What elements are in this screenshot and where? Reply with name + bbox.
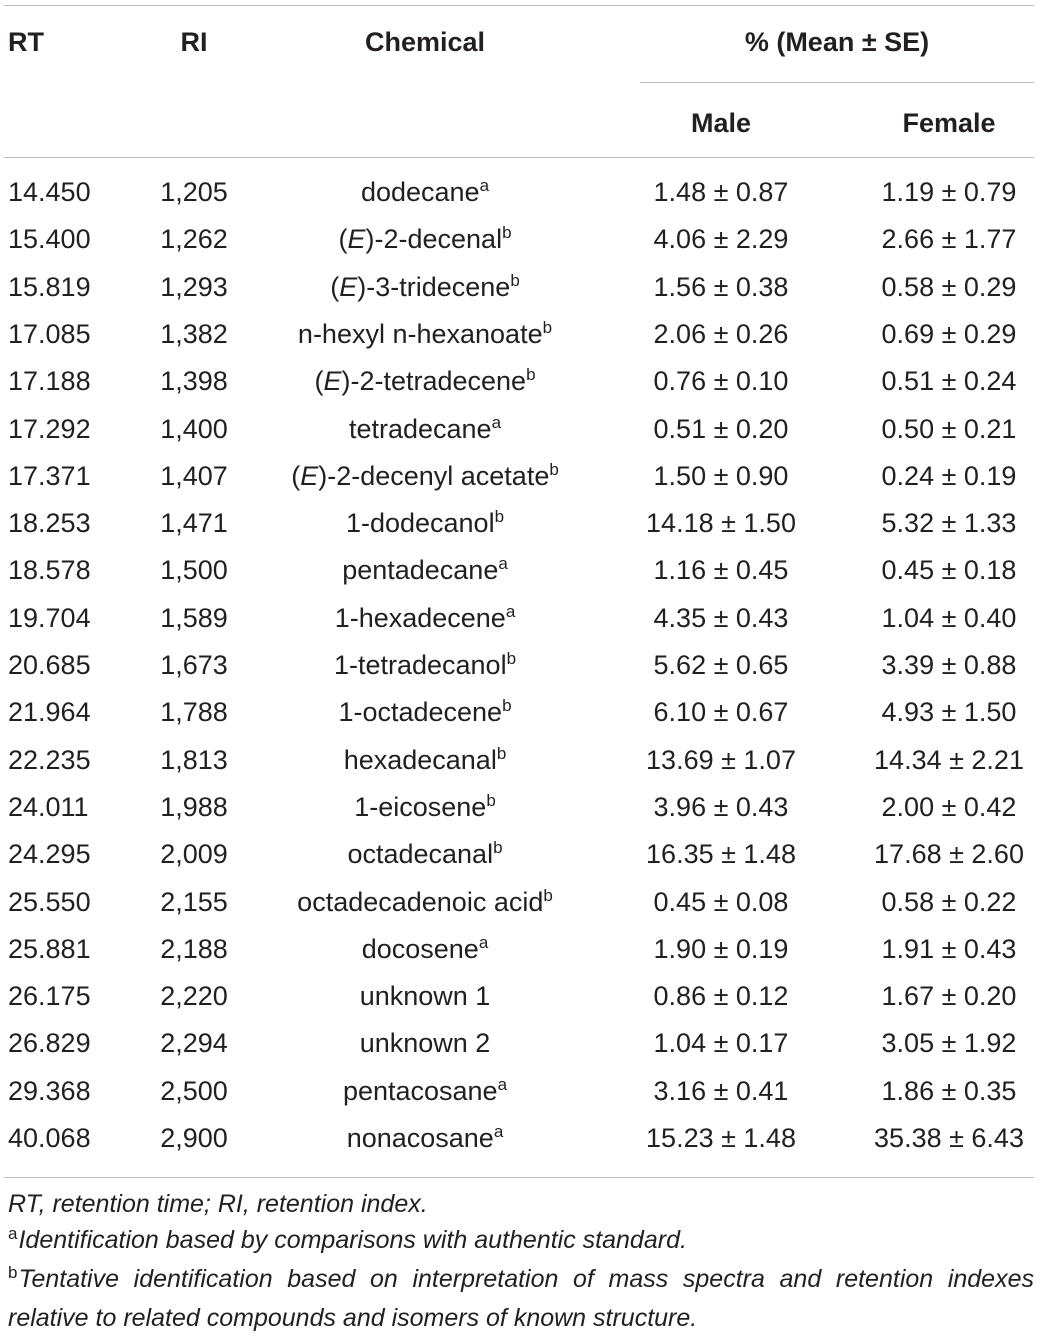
cell-female: 35.38 ± 6.43	[874, 1123, 1024, 1153]
table-row	[0, 839, 1040, 886]
cell-rt: 17.085	[8, 318, 91, 349]
cell-female: 5.32 ± 1.33	[881, 508, 1017, 539]
chemical-name: 1-tetradecanol	[333, 650, 507, 680]
cell-chemical: (E)-2-tetradecene$^b$	[314, 365, 536, 397]
footnote-b	[8, 1261, 1034, 1336]
footnote-marker: b	[510, 270, 520, 290]
footnote-marker: b	[543, 885, 553, 905]
cell-female: 2.00 ± 0.42	[881, 791, 1017, 822]
footnote-marker: b	[496, 743, 507, 763]
chemical-name: unknown 1	[359, 981, 491, 1012]
cell-chemical	[260, 508, 590, 542]
cell-chemical: (E)-2-decenyl acetate$^b$	[291, 459, 559, 491]
cell-female: 3.39 ± 0.88	[881, 650, 1017, 680]
cell-ri: 1,382	[160, 318, 228, 349]
header-ri: RI	[180, 27, 208, 57]
table-row	[0, 697, 1040, 744]
table-row	[0, 1076, 1040, 1123]
chemical-name: -3-tridecene	[366, 271, 511, 302]
cell-chemical	[260, 792, 590, 826]
header-male: Male	[690, 108, 752, 138]
cell-rt: 18.253	[8, 508, 91, 539]
cell-ri: 1,471	[160, 508, 228, 539]
chemical-name: dodecane	[360, 177, 480, 207]
cell-female: 0.58 ± 0.22	[881, 886, 1017, 917]
header-mean-se: % (Mean ± SE)	[744, 27, 930, 57]
cell-rt: 17.371	[8, 460, 91, 491]
table-row	[0, 272, 1040, 319]
cell-male: 4.35 ± 0.43	[653, 602, 789, 633]
cell-chemical	[260, 650, 590, 684]
cell-ri: 1,589	[160, 602, 228, 633]
chemical-name: tetradecane	[348, 413, 492, 444]
footnote-abbreviations: RT, retention time; RI, retention index.	[8, 1190, 428, 1218]
cell-rt: 21.964	[8, 697, 91, 728]
cell-male: 4.06 ± 2.29	[653, 224, 789, 255]
cell-ri: 2,900	[160, 1123, 228, 1153]
chemical-name: octadecanal	[347, 839, 494, 870]
cell-female: 1.67 ± 0.20	[881, 981, 1017, 1012]
cell-female: 0.45 ± 0.18	[881, 555, 1017, 586]
cell-male: 1.48 ± 0.87	[653, 177, 789, 207]
cell-chemical	[260, 1123, 590, 1157]
cell-male: 1.16 ± 0.45	[653, 555, 789, 586]
cell-male: 14.18 ± 1.50	[646, 508, 796, 539]
cell-male: 0.45 ± 0.08	[653, 886, 789, 917]
footnote-a-text: Identification based by comparisons with authentic standard.	[18, 1226, 687, 1254]
footnote-marker: b	[494, 507, 505, 527]
footnote-marker: a	[505, 601, 516, 621]
cell-rt: 15.819	[8, 271, 91, 302]
cell-chemical	[260, 414, 590, 448]
chemical-name: -2-tetradecene	[350, 366, 527, 397]
footnote-marker: b	[486, 790, 496, 810]
table-top-rule	[4, 5, 1034, 6]
cell-female: 0.24 ± 0.19	[881, 460, 1017, 491]
cell-ri: 2,220	[160, 981, 228, 1012]
cell-ri: 1,988	[160, 791, 228, 822]
cell-male: 1.56 ± 0.38	[653, 271, 789, 302]
cell-ri: 1,205	[160, 177, 228, 207]
cell-chemical	[260, 603, 590, 637]
cell-male: 5.62 ± 0.65	[653, 650, 789, 680]
isomer-prefix: E	[347, 224, 366, 255]
cell-rt: 25.550	[8, 886, 91, 917]
table-row	[0, 1123, 1040, 1170]
footnote-marker: b	[502, 223, 512, 243]
table-bottom-rule	[4, 1177, 1034, 1178]
table-row	[0, 650, 1040, 697]
cell-rt: 26.175	[8, 981, 91, 1012]
table-row	[0, 319, 1040, 366]
chemical-name: octadecadenoic acid	[297, 886, 544, 917]
footnote-a-marker: a	[8, 1224, 18, 1243]
table-row	[0, 745, 1040, 792]
footnote-marker: b	[502, 696, 512, 716]
cell-male: 1.90 ± 0.19	[653, 933, 789, 964]
cell-male: 1.04 ± 0.17	[653, 1028, 789, 1059]
cell-male: 2.06 ± 0.26	[653, 318, 789, 349]
chemical-name: -2-decenal	[374, 224, 503, 255]
cell-chemical	[260, 934, 590, 968]
footnote-marker: a	[493, 1122, 504, 1141]
chemical-name: 1-eicosene	[354, 791, 487, 822]
cell-rt: 25.881	[8, 933, 91, 964]
footnote-marker: b	[506, 649, 517, 668]
chemical-name: pentadecane	[342, 555, 499, 586]
table-row	[0, 508, 1040, 555]
cell-rt: 20.685	[8, 650, 91, 680]
footnote-marker: a	[497, 1074, 508, 1094]
table-row	[0, 887, 1040, 934]
cell-ri: 1,407	[160, 460, 228, 491]
footnote-marker: a	[479, 176, 490, 195]
cell-male: 0.86 ± 0.12	[653, 981, 789, 1012]
cell-chemical	[260, 319, 590, 353]
footnote-b-marker: b	[8, 1263, 18, 1282]
cell-rt: 17.188	[8, 366, 91, 397]
table-row	[0, 555, 1040, 602]
cell-rt: 24.295	[8, 839, 91, 870]
footnote-marker: b	[493, 838, 503, 858]
cell-ri: 1,673	[160, 650, 228, 680]
footnote-marker: a	[491, 412, 502, 432]
footnote-a	[8, 1222, 1034, 1261]
table-row	[0, 934, 1040, 981]
cell-chemical: (E)-3-tridecene$^b$	[330, 270, 520, 302]
cell-ri: 1,500	[160, 555, 228, 586]
cell-female: 4.93 ± 1.50	[881, 697, 1017, 728]
footnote-marker: a	[478, 932, 489, 952]
cell-female: 1.04 ± 0.40	[881, 602, 1017, 633]
table-row	[0, 603, 1040, 650]
cell-female: 17.68 ± 2.60	[874, 839, 1024, 870]
cell-female: 1.19 ± 0.79	[881, 177, 1017, 207]
chemical-name: 1-octadecene	[338, 697, 503, 728]
cell-female: 1.91 ± 0.43	[881, 933, 1017, 964]
cell-male: 13.69 ± 1.07	[646, 744, 796, 775]
cell-chemical	[260, 981, 590, 1011]
cell-ri: 2,500	[160, 1075, 228, 1106]
footnote-b-text: Tentative identification based on interpretation of mass spectra and retention indexes relative to related compounds and isomers of known structure.	[8, 1265, 1034, 1332]
cell-rt: 26.829	[8, 1028, 91, 1059]
chemical-name: -2-decenyl acetate	[327, 460, 550, 491]
chemical-name: n-hexyl n-hexanoate	[297, 318, 543, 349]
chemical-name: docosene	[361, 933, 479, 964]
cell-chemical	[260, 555, 590, 589]
table-row	[0, 461, 1040, 508]
cell-rt: 24.011	[8, 791, 89, 822]
cell-ri: 2,188	[160, 933, 228, 964]
cell-rt: 19.704	[8, 602, 91, 633]
cell-female: 2.66 ± 1.77	[881, 224, 1017, 255]
table-row	[0, 366, 1040, 413]
table-row	[0, 792, 1040, 839]
table-row	[0, 1028, 1040, 1075]
cell-male: 3.96 ± 0.43	[653, 791, 789, 822]
cell-chemical	[260, 177, 590, 211]
cell-female: 0.58 ± 0.29	[881, 271, 1017, 302]
cell-female: 1.86 ± 0.35	[881, 1075, 1017, 1106]
cell-rt: 40.068	[8, 1123, 91, 1153]
cell-chemical	[260, 839, 590, 873]
cell-rt: 14.450	[8, 177, 91, 207]
cell-male: 0.76 ± 0.10	[653, 366, 789, 397]
footnote-marker: b	[549, 459, 559, 479]
chemical-name: nonacosane	[346, 1123, 494, 1153]
cell-ri: 1,262	[160, 224, 228, 255]
chemical-name: unknown 2	[359, 1028, 491, 1059]
isomer-prefix: E	[339, 271, 358, 302]
header-bottom-rule	[4, 157, 1034, 158]
isomer-prefix: E	[300, 460, 319, 491]
cell-female: 0.69 ± 0.29	[881, 318, 1017, 349]
cell-male: 3.16 ± 0.41	[653, 1075, 789, 1106]
cell-chemical	[260, 1028, 590, 1058]
cell-male: 15.23 ± 1.48	[646, 1123, 796, 1153]
cell-female: 3.05 ± 1.92	[881, 1028, 1017, 1059]
cell-ri: 2,009	[160, 839, 228, 870]
cell-male: 6.10 ± 0.67	[653, 697, 789, 728]
cell-ri: 2,294	[160, 1028, 228, 1059]
cell-ri: 1,813	[160, 744, 228, 775]
table-row	[0, 414, 1040, 461]
header-rt: RT	[8, 27, 44, 57]
table-row	[0, 224, 1040, 271]
cell-male: 1.50 ± 0.90	[653, 460, 789, 491]
header-female: Female	[902, 108, 996, 138]
cell-rt: 29.368	[8, 1075, 91, 1106]
cell-chemical	[260, 697, 590, 731]
cell-chemical: (E)-2-decenal$^b$	[338, 223, 512, 255]
cell-female: 14.34 ± 2.21	[874, 744, 1024, 775]
chemical-name: pentacosane	[342, 1075, 498, 1106]
footnote-marker: b	[526, 365, 536, 385]
cell-ri: 1,398	[160, 366, 228, 397]
table-row	[0, 981, 1040, 1028]
header-group-rule	[640, 82, 1034, 83]
cell-male: 16.35 ± 1.48	[646, 839, 796, 870]
table-footnotes	[8, 1186, 1034, 1336]
cell-chemical	[260, 745, 590, 779]
cell-ri: 1,400	[160, 413, 228, 444]
footnote-marker: b	[542, 317, 553, 337]
cell-male: 0.51 ± 0.20	[653, 413, 789, 444]
cell-ri: 2,155	[160, 886, 228, 917]
chemical-name: hexadecanal	[343, 744, 497, 775]
cell-female: 0.51 ± 0.24	[881, 366, 1017, 397]
cell-chemical	[260, 887, 590, 921]
cell-female: 0.50 ± 0.21	[881, 413, 1017, 444]
cell-chemical	[260, 1076, 590, 1110]
isomer-prefix: E	[323, 366, 342, 397]
footnote-marker: a	[498, 554, 508, 574]
cell-rt: 15.400	[8, 224, 91, 255]
cell-rt: 22.235	[8, 744, 91, 775]
chemical-name: 1-dodecanol	[345, 508, 495, 539]
cell-ri: 1,293	[160, 271, 228, 302]
cell-rt: 18.578	[8, 555, 91, 586]
header-chemical: Chemical	[364, 27, 486, 57]
cell-ri: 1,788	[160, 697, 228, 728]
cell-rt: 17.292	[8, 413, 91, 444]
chemical-name: 1-hexadecene	[334, 602, 506, 633]
table-row	[0, 177, 1040, 224]
